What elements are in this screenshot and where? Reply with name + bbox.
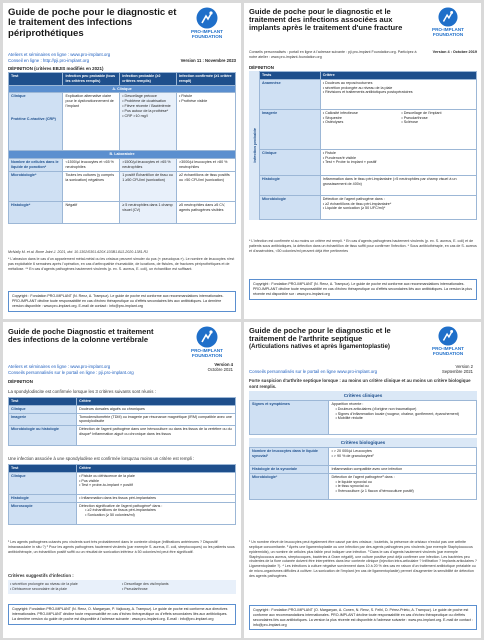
- histo-confirmed: ≥5 neutrophiles dans ≥5 CV, agents pathogènes visibles: [176, 201, 235, 223]
- micro-item: • le tissu synovial ou: [335, 484, 474, 489]
- consult-link[interactable]: Conseil en ligne : http://pji.pro-implant.org: [8, 57, 90, 63]
- cell-count-likely: >1500/µl leucocytes et >65 % neutrophiles: [120, 159, 177, 172]
- logo: [178, 7, 236, 39]
- logo-line1: PRO-IMPLANT: [191, 348, 223, 353]
- signs-item: • Signes d'inflammation locale (rougeur, chaleur, gonflement, épanchement): [335, 412, 474, 417]
- suggestive-criteria: [8, 573, 236, 594]
- row-microscopy: Microscopie: [9, 502, 77, 524]
- header-test: Test: [9, 465, 77, 473]
- row-histology: Histologie: [9, 494, 77, 502]
- clinique-likely-item: • Descellage précoce: [122, 94, 174, 99]
- suggestive-item: • sécrétion prolongée au niveau de la plaie: [10, 582, 122, 587]
- clinique-likely-item: • CRP >10 mg/l: [122, 114, 174, 119]
- definition-heading: DÉFINITION (critères EBJIS modifiés en 2021): [8, 65, 104, 71]
- definition-heading: DÉFINITION: [8, 378, 33, 384]
- title-block: [8, 8, 178, 39]
- version-label: Version 2: [455, 364, 473, 369]
- row-microbiology: Microbiologie ou histologie: [9, 426, 77, 446]
- biological-criteria-heading: Critères biologiques: [249, 438, 477, 447]
- page-title: Guide de poche pour le diagnostic et le traitement de l'arthrite septique: [249, 326, 391, 344]
- micro-lead: Détection de l'agent pathogène³ dans :: [331, 474, 395, 479]
- histo-unlikely: Négatif: [63, 201, 120, 223]
- imaging-item: • Pseudarthrose: [401, 116, 474, 121]
- consult-link[interactable]: Conseils personnalisés : portail en ligne à l'adresse suivante : pji.pro-implant Foundation.org. Participez à notre atelier : www.pro-implant-foundation.org: [249, 50, 417, 59]
- criterion-item: • Test « probe-to-implant » positif: [79, 483, 233, 488]
- clinique-confirmed-item: • Prothèse visible: [179, 99, 233, 104]
- reference: McNally M. et al. Bone Joint J. 2021, doi: 10.1302/0301-620X.103B1.BJJ-2020-1381.R1: [8, 250, 149, 254]
- header-test: Test: [9, 398, 77, 406]
- criterion-item: • Fistule ou déhiscence de la plaie: [79, 474, 233, 479]
- foundation-logo-icon: [438, 326, 458, 346]
- foundation-logo-icon: [196, 326, 218, 348]
- pocket-guide-pji: [3, 3, 241, 319]
- histology-criterion: Inflammation dans le tissu péri-implantaire (>5 neutrophiles par champ visuel à un grossissement de 400x): [320, 175, 476, 195]
- foundation-logo-icon: [438, 7, 458, 27]
- clinique-unlikely: Explication alternative claire pour le dysfonctionnement de l'implant: [63, 93, 120, 151]
- micro-item: • le liquide synovial ou: [335, 480, 474, 485]
- implant-intro: Une infection associée à une spondylodèse est confirmée lorsqu'au moins un critère est rempli :: [8, 456, 195, 461]
- signs-item: • Mobilité réduite: [335, 416, 474, 421]
- header-criteria: Critère: [320, 72, 476, 80]
- definition-heading: DÉFINITION: [249, 65, 274, 70]
- logo-line2: FOUNDATION: [432, 351, 464, 357]
- clinical-criteria-heading: Critères cliniques: [249, 391, 477, 400]
- footnotes: ¹ Un nombre élevé de leucocytes peut également être causé par des cristaux ; toutefois, la présence de cristaux n'exclut pas une arthrite septique concomitante. ² Après une ligamentoplastie ou une infection par des agents pathogènes peu virulents (par exemple Staphylococcus epidermidis), un nombre de cellules plus faible peut indiquer une infection. ³ Dans le cas d'agents hautement virulents (par exemple Staphylococcus aureus, streptocoques, bactéries à Gram négatif), une culture positive peut déjà confirmer une infection. Les bactéries peu virulentes de la flore cutanée doivent être interprétées dans leur contexte clinique (injection intra-articulaire ? Infiltration ? Implants articulaires ? Ligamentoplastie ?). ⁴ Les infections à culture négative surviennent dans 10 à 20 % des cas en raison d'un traitement antibiotique préalable ou de micro-organismes difficiles à cultiver. La sonication de l'implant (en cas de ligamentoplastie) permet d'augmenter la sensibilité de détection des agents pathogènes.: [249, 540, 477, 578]
- consult-link[interactable]: Conseils personnalisés sur le portail en ligne : pji.pro-implant.org: [8, 369, 134, 375]
- suspicion-intro: Forte suspicion d'arthrite septique lorsque : au moins un critère clinique et au moins un critère biologique sont remplis.: [249, 378, 471, 389]
- pocket-guide-septic-arthritis: [244, 322, 481, 638]
- page-title: Guide de poche Diagnostic et traitement des infections de la colonne vertébrale: [8, 327, 154, 345]
- leukocyte-item: • > 20 000/µl Leucocytes: [331, 449, 474, 454]
- row-histology: Histologie de la synoviale: [250, 466, 329, 474]
- copyright-box: Copyright : Fondation PRO-IMPLANT (O. Margaryan, A. Conen, N. Renz, S. Feihl, D. Pérez-Prieto, A. Trampuz). Le guide de poche est conforme aux recommandations internationales. PRO-IMPLANT décline toute responsabilité en cas d'échec thérapeutique ou d'effets secondaires liés aux antibiotiques. La version la plus récente est disponible à l'adresse suivante : www.pro-implant.org. E-mail de contact : info@pro-implant.org: [249, 605, 477, 630]
- foundation-logo-icon: [196, 7, 218, 29]
- footnotes: * L'abrasion dans le cas d'un appariement métal-métal ou les cristaux peuvent simuler du pus (« pseudopus »). Le nombre de leucocytes n'est pas exploitable 6 semaines après l'opération, en cas d'arthropathie rhumatoïde, de luxations, de fistules, de fractures périprothétiques et de métallose. ** En cas d'agents pathogènes hautement virulents (p. ex. S. aureus, E. coli), un échantillon est suffisant.: [8, 256, 235, 271]
- workshop-link[interactable]: Ateliers et séminaires en ligne : www.pro-implant.org: [8, 52, 111, 57]
- imaging-item: • Descellage de l'implant: [401, 111, 474, 116]
- workshop-link[interactable]: Ateliers et séminaires en ligne : www.pro-implant.org: [8, 364, 111, 369]
- row-imaging: Imagerie: [9, 413, 77, 426]
- row-signs: Signes et symptômes: [250, 401, 329, 435]
- criteria-table: [249, 391, 477, 500]
- page-title: Guide de poche pour le diagnostic et le traitement des infections associées aux implants après le traitement d'une fracture: [249, 7, 403, 33]
- logo-line2: FOUNDATION: [191, 353, 223, 359]
- footnotes: * L'infection est confirmée si au moins un critère est rempli. * En cas d'agents pathogènes hautement virulents (p. ex. S. aureus, E. coli) et de patients sous antibiotiques, la détection dans un échantillon de tissu suffit pour confirmer l'infection. * Sous antibiothérapie, en cas de S. aureus et d'anaérobies, <50 colonies/ml peuvent déjà être pertinentes: [249, 239, 477, 253]
- micro-unlikely: Toutes les cultures (y compris la sonication) négatives: [63, 171, 120, 201]
- row-imaging: Imagerie: [260, 109, 321, 149]
- micro-lead: Détection de l'agent pathogène dans :: [322, 196, 385, 201]
- micro-item: • ≥2 échantillons de tissu péri-implantaire*: [323, 202, 474, 207]
- row-clinical: Clinique: [260, 149, 321, 175]
- row-anamnesis: Anamnèse: [260, 79, 321, 109]
- micro-confirmed: ≥2 échantillons de tissu positifs ou >50 CFU/ml (sonication): [176, 171, 235, 201]
- row-microbiology: Microbiologie: [260, 195, 321, 219]
- clinique-confirmed-item: • Fistule: [179, 94, 233, 99]
- clinical-item: • Fistule: [323, 151, 474, 156]
- anamnesis-item: • sécrétion prolongée au niveau de la plaie: [323, 86, 474, 91]
- version-date: Septembre 2021: [442, 369, 473, 374]
- leukocyte-item: • > 90 % de granulocytes²: [331, 454, 474, 459]
- criterion-item: • Pus visible: [79, 479, 233, 484]
- signs-lead: Apparition récente :: [331, 402, 364, 406]
- imaging-item: • Ostéolyses: [323, 120, 396, 125]
- criterion-item: • Sonication (≥ 50 colonies/ml): [85, 513, 233, 518]
- logo: [419, 7, 477, 37]
- cell-count-unlikely: <1500/µl leucocytes et <65 % neutrophiles: [63, 159, 120, 172]
- pocket-guide-spine: [3, 322, 241, 638]
- micro-item: • Liquide de sonication (≥ 50 UFC/ml)*: [323, 206, 474, 211]
- suggestive-heading: Critères suggestifs d'infection :: [8, 573, 74, 578]
- row-clinique: Clinique: [11, 94, 26, 99]
- row-histology: Histologie: [260, 175, 321, 195]
- page-title: Guide de poche pour le diagnostic et le traitement des infections périprothétiques: [8, 7, 177, 39]
- logo-line1: PRO-IMPLANT: [191, 29, 223, 34]
- logo-line2: FOUNDATION: [191, 34, 223, 40]
- header-tests: Tests: [260, 72, 321, 80]
- histo-likely: ≥ 5 neutrophiles dans 1 champ visuel (CV): [120, 201, 177, 223]
- header-criteria: Critère: [77, 465, 236, 473]
- suggestive-item: • Déhiscence secondaire de la plaie: [10, 587, 122, 592]
- micro-item: • l'hémoculture (≥ 1 flacon d'hémoculture positif): [335, 489, 474, 494]
- sidebar-probable: Infection probable: [251, 128, 257, 163]
- clinique-likely-item: • Pus autour de la prothèse*: [122, 109, 174, 114]
- spondylodiscitis-table: [8, 397, 236, 446]
- copyright-box: Copyright : Fondation PRO-IMPLANT (N. Renz, A. Trampuz). Le guide de poche est conforme aux recommandations internationales. PRO-IMPLANT décline toute responsabilité en cas d'échec thérapeutique ou d'effets secondaires liés aux antibiotiques. La dernière version disponible : www.pro-implant.org. E-mail de contact : info@pro-implant.org: [8, 291, 236, 312]
- cell-count-confirmed: >3000/µl leucocytes et >80 % neutrophiles: [176, 159, 235, 172]
- row-clinical: Clinique: [9, 405, 77, 413]
- clinique-likely-item: • Problème de cicatrisation: [122, 99, 174, 104]
- header-criteria: Critère: [77, 398, 236, 406]
- micro-likely: 1 positif Échantillon de tissu ou 1 ≥50 CFU/ml (sonication): [120, 171, 177, 201]
- criterion-lead: Détection significative de l'agent pathogène¹ dans :: [79, 503, 163, 508]
- page-subtitle: (Articulations natives et après ligamentoplastie): [249, 343, 390, 351]
- imaging-item: • Sclérose: [401, 120, 474, 125]
- logo-line1: PRO-IMPLANT: [432, 27, 464, 32]
- logo-line1: PRO-IMPLANT: [432, 346, 464, 351]
- anamnesis-item: • Révisions et traitements antibiotiques postopératoires: [323, 90, 474, 95]
- criterion-item: • Inflammation dans les tissus péri-implantaires: [79, 496, 233, 501]
- header-confirmed: Infection confirmée (≥1 critère rempli): [176, 73, 235, 86]
- copyright-box: Copyright : Fondation PRO-IMPLANT (N. Renz, A. Trampuz). Le guide de poche est conforme aux recommandations internationales. PRO-IMPLANT décline toute responsabilité en cas d'échec thérapeutique ou d'effets secondaires liés aux antibiotiques. La version la plus récente est disponible sur : www.pro-implant.org: [249, 279, 477, 300]
- criteria-table: [249, 71, 477, 220]
- signs-item: • Douleurs articulaires (d'origine non traumatique): [335, 407, 474, 412]
- row-cell-count: Nombre de cellules dans le liquide de ponction*: [9, 159, 63, 172]
- logo: [419, 326, 477, 356]
- spondylodiscitis-intro: La spondylodiscite est confirmée lorsque les 3 critères suivants sont réunis :: [8, 389, 156, 394]
- logo: [178, 326, 236, 358]
- imaging-item: • Séquestre: [323, 116, 396, 121]
- criterion-cell: Détection de l'agent pathogène dans une hémoculture ou dans les tissus de la vertèbre ou du disque¹ Inflammation aiguë ou chronique dans les tissus: [77, 426, 236, 446]
- anamnesis-item: • Douleurs au repos/nocturnes: [323, 81, 474, 86]
- implant-table: [8, 464, 236, 525]
- pocket-guide-fracture: [244, 3, 481, 319]
- suggestive-item: • Descellage des vis/implants: [122, 582, 234, 587]
- row-clinical: Clinique: [9, 472, 77, 494]
- section-clinical: A. Clinique: [9, 85, 236, 93]
- section-lab: B. Laboratoire: [9, 151, 236, 159]
- imaging-item: • Callosité infectieuse: [323, 111, 396, 116]
- footnotes: ¹ Les agents pathogènes cutanés peu virulents sont très probablement dans le contexte clinique (infiltrations antérieures ? Dispositif intravasculaire in situ ?) ² Pour les agents pathogènes hautement virulents (par exemple S. aureus, E. coli, streptocoques) ou les patients sous antibiothérapie, un échantillon positif suffit ou un résultat de sonication inférieur à 50 colonies/ml peut être significatif.: [8, 540, 235, 554]
- row-microbiology: Microbiologie³: [250, 473, 329, 499]
- suggestive-item: • Pseudarthrose: [122, 587, 234, 592]
- clinical-item: • Test « Probe to implant » positif: [323, 160, 474, 165]
- version-label: Version 4: [214, 362, 233, 367]
- version-label: Version 4 : Octobre 2019: [432, 50, 477, 54]
- copyright-box: Copyright: Fondation PRO-IMPLANT (N. Renz, O. Margaryan, P. Vajkoczy, A. Trampuz). Le guide de poche est conforme aux directives internationales. PRO-IMPLANT décline toute responsabilité en cas d'échec thérapeutique ou d'effets secondaires liés aux antibiotiques. La dernière version du guide de poche est disponible à l'adresse suivante : www.pro-implant.org. E-mail : info@pro-implant.org: [8, 604, 236, 625]
- criteria-table: [8, 72, 236, 224]
- logo-line2: FOUNDATION: [432, 32, 464, 38]
- version-date: Octobre 2021: [207, 367, 233, 372]
- consult-link[interactable]: Conseils personnalisés sur le portail en ligne www.pro-implant.org: [249, 369, 378, 374]
- criterion-cell: Douleurs dorsales aiguës ou chroniques: [77, 405, 236, 413]
- version-label: Version 11 : Novembre 2023: [180, 57, 236, 63]
- row-crp: Protéine C-réactive (CRP): [11, 117, 56, 122]
- row-leukocytes: Nombre de leucocytes dans le liquide synovial¹: [250, 448, 329, 466]
- criterion-item: • ≥2 échantillons de tissus péri-implantaires: [85, 508, 233, 513]
- criterion-cell: Tomodensitométrie (TDM) ou imagerie par résonance magnétique (IRM) compatible avec une spondylodiscite: [77, 413, 236, 426]
- row-microbiology: Microbiologie*: [9, 171, 63, 201]
- row-histology: Histologie*: [9, 201, 63, 223]
- histology-criterion: Inflammation compatible avec une infection: [329, 466, 477, 474]
- header-unlikely: Infection peu probable (tous les critères remplis): [63, 73, 120, 86]
- header-test: Test: [9, 73, 63, 86]
- clinique-likely-item: • Fièvre récente / Bactériémie: [122, 104, 174, 109]
- clinical-item: • Purulence/é visible: [323, 156, 474, 161]
- header-likely: Infection probable (≥2 critères remplis): [120, 73, 177, 86]
